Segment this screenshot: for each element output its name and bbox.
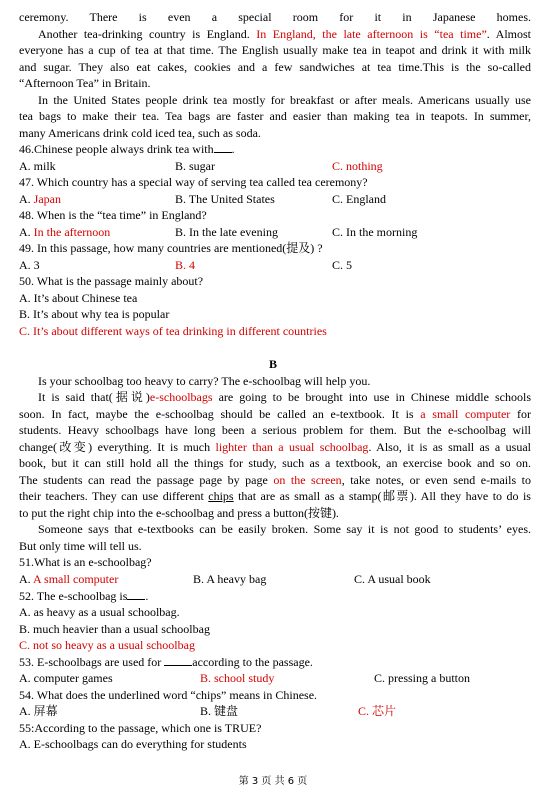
passage-line: ceremony. There is even a special room for it in Japanese homes. (19, 10, 531, 24)
option-50-a[interactable]: A. It’s about Chinese tea (19, 291, 138, 305)
passage-line: their teachers. They can use different chips that are as small as a stamp(邮票). All they have to do is (19, 489, 531, 503)
option-50-b[interactable]: B. It’s about why tea is popular (19, 307, 170, 321)
option-46-b[interactable]: B. sugar (175, 159, 215, 173)
passage-line: book, but it can still hold all the things for study, such as a textbook, an exercise book and so on. (19, 456, 531, 470)
passage-line: soon. In fact, maybe the e-schoolbag should be called an e-textbook. It is a small computer for (19, 407, 531, 421)
question-52-stem: 52. The e-schoolbag is . (19, 589, 149, 603)
option-48-c[interactable]: C. In the morning (332, 225, 418, 239)
option-54-c-answer[interactable]: C. 芯片 (358, 704, 397, 718)
passage-line: to put the right chip into the e-schoolbag and press a button(按键). (19, 506, 339, 520)
option-53-b-answer[interactable]: B. school study (200, 671, 275, 685)
answer-highlight: on the screen (273, 473, 342, 487)
option-49-a[interactable]: A. 3 (19, 258, 40, 272)
option-46-a[interactable]: A. milk (19, 159, 56, 173)
option-51-c[interactable]: C. A usual book (354, 572, 431, 586)
option-48-a-answer[interactable]: A. In the afternoon (19, 225, 111, 239)
option-53-c[interactable]: C. pressing a button (374, 671, 470, 685)
passage-line: Someone says that e-textbooks can be easily broken. Some say it is not good to students’ eyes. (38, 522, 531, 536)
option-47-c[interactable]: C. England (332, 192, 386, 206)
option-53-a[interactable]: A. computer games (19, 671, 113, 685)
option-54-a[interactable]: A. 屏幕 (19, 704, 58, 718)
option-51-a-answer[interactable]: A. A small computer (19, 572, 119, 586)
passage-line: It is said that(据说)e-schoolbags are going to be brought into use in Chinese middle schools (38, 390, 531, 404)
underlined-word-chips: chips (208, 489, 234, 503)
question-50-stem: 50. What is the passage mainly about? (19, 274, 204, 288)
option-50-c-answer[interactable]: C. It’s about different ways of tea drinking in different countries (19, 324, 327, 338)
passage-line: Is your schoolbag too heavy to carry? The e-schoolbag will help you. (38, 374, 371, 388)
passage-line: everyone has a cup of tea at that time. The English usually make tea in teapot and drink it with milk (19, 43, 531, 57)
section-heading-b: B (268, 357, 277, 371)
passage-line: and sugar. They also eat cakes, cookies and a few sandwiches at tea time.This is the so-called (19, 60, 531, 74)
question-55-stem: 55:According to the passage, which one is TRUE? (19, 721, 262, 735)
question-46-stem: 46.Chinese people always drink tea with . (19, 142, 235, 156)
option-48-b[interactable]: B. In the late evening (175, 225, 278, 239)
question-51-stem: 51.What is an e-schoolbag? (19, 555, 152, 569)
answer-highlight: a small computer (420, 407, 511, 421)
passage-line: The students can read the passage page by page on the screen, take notes, or even send e-mails to (19, 473, 531, 487)
option-55-a[interactable]: A. E-schoolbags can do everything for students (19, 737, 247, 751)
passage-line: “Afternoon Tea” in Britain. (19, 76, 151, 90)
answer-highlight: lighter than a usual schoolbag (215, 440, 369, 454)
passage-line: change(改变) everything. It is much lighter than a usual schoolbag. Also, it is as small as a usual (19, 440, 531, 454)
passage-line: many Americans drink cold iced tea, such as soda. (19, 126, 261, 140)
option-49-c[interactable]: C. 5 (332, 258, 353, 272)
option-51-b[interactable]: B. A heavy bag (193, 572, 267, 586)
passage-line: students. Heavy schoolbags have long been a serious problem for them. But the e-schoolbag will (19, 423, 531, 437)
question-49-stem: 49. In this passage, how many countries are mentioned(提及) ? (19, 241, 323, 255)
passage-line: In the United States people drink tea mostly for breakfast or after meals. Americans usually use (38, 93, 531, 107)
option-46-c-answer[interactable]: C. nothing (332, 159, 383, 173)
passage-line: tea bags to make their tea. Tea bags are faster and easier than making tea in teapots. In summer, (19, 109, 531, 123)
option-52-a[interactable]: A. as heavy as a usual schoolbag. (19, 605, 180, 619)
page-number-footer: 第 3 页 共 6 页 (238, 776, 308, 787)
question-54-stem: 54. What does the underlined word “chips” means in Chinese. (19, 688, 318, 702)
option-49-b-answer[interactable]: B. 4 (175, 258, 196, 272)
passage-line: Another tea-drinking country is England. In England, the late afternoon is “tea time”. Almost (38, 27, 531, 41)
option-54-b[interactable]: B. 键盘 (200, 704, 239, 718)
answer-highlight: e-schoolbags (149, 390, 213, 404)
option-52-c-answer[interactable]: C. not so heavy as a usual schoolbag (19, 638, 195, 652)
option-47-a-answer[interactable]: A. Japan (19, 192, 61, 206)
passage-line: But only time will tell us. (19, 539, 142, 553)
option-47-b[interactable]: B. The United States (175, 192, 275, 206)
question-48-stem: 48. When is the “tea time” in England? (19, 208, 207, 222)
option-52-b[interactable]: B. much heavier than a usual schoolbag (19, 622, 210, 636)
question-53-stem: 53. E-schoolbags are used for according to the passage. (19, 655, 313, 669)
question-47-stem: 47. Which country has a special way of serving tea called tea ceremony? (19, 175, 368, 189)
answer-highlight: In England, the late afternoon is “tea time” (256, 27, 487, 41)
